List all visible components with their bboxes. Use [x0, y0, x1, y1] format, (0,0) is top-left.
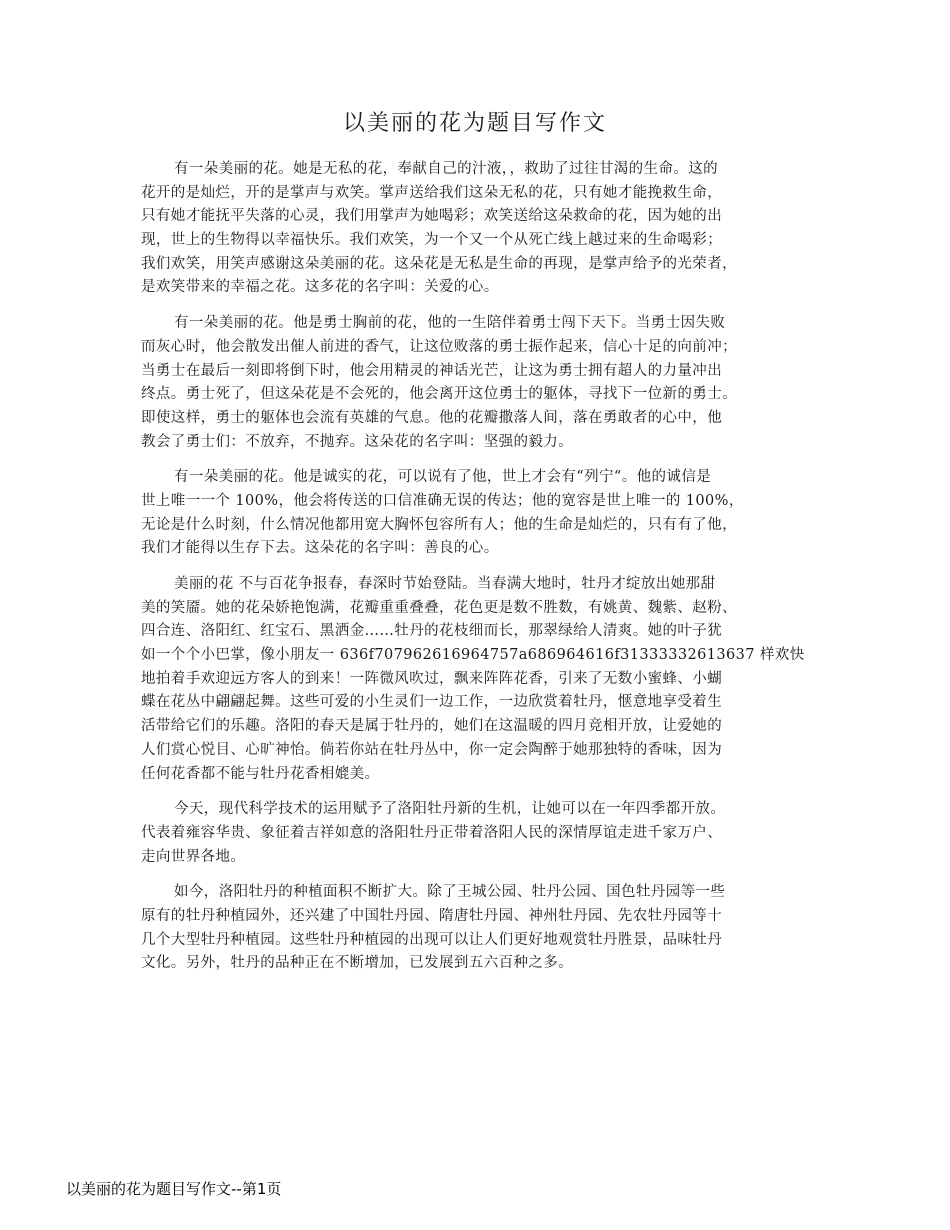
paragraph-line: 有一朵美丽的花。他是诚实的花，可以说有了他，世上才会有“列宁“。他的诚信是 — [174, 469, 712, 486]
paragraph-line: 代表着雍容华贵、象征着吉祥如意的洛阳牡丹正带着洛阳人民的深情厚谊走进千家万户、 — [141, 824, 723, 841]
paragraph-line: 世上唯一一个 100%，他会将传送的口信准确无误的传达；他的宽容是世上唯一的 100%， — [141, 492, 744, 509]
paragraph-line: 教会了勇士们：不放弃，不抛弃。这朵花的名字叫：坚强的毅力。 — [141, 433, 574, 450]
paragraph — [141, 798, 811, 869]
paragraph-line: 人们赏心悦目、心旷神怡。倘若你站在牡丹丛中，你一定会陶醉于她那独特的香味，因为 — [141, 741, 723, 758]
paragraph-line: 我们才能得以生存下去。这朵花的名字叫：善良的心。 — [141, 540, 499, 557]
paragraph-line: 有一朵美丽的花。他是勇士胸前的花，他的一生陪伴着勇士闯下天下。当勇士因失败 — [174, 315, 726, 332]
paragraph-line: 任何花香都不能与牡丹花香相媲美。 — [141, 765, 380, 782]
paragraph-line: 有一朵美丽的花。她是无私的花，奉献自己的汁液，，救助了过往甘渴的生命。这的 — [174, 161, 719, 177]
paragraph-line: 美丽的花 不与百花争报春，春深时节始登陆。当春满大地时，牡丹才绽放出她那甜 — [174, 576, 716, 592]
paragraph-line: 现，世上的生物得以幸福快乐。我们欢笑，为一个又一个从死亡线上越过来的生命喝彩； — [141, 232, 723, 249]
paragraph-line: 文化。另外，牡丹的品种正在不断增加，已发展到五六百种之多。 — [141, 955, 574, 972]
paragraph — [141, 158, 811, 300]
document-title: 以美丽的花为题目写作文 — [342, 111, 607, 136]
paragraph — [141, 466, 811, 561]
paragraph-line: 只有她才能抚平失落的心灵，我们用掌声为她喝彩；欢笑送给这朵救命的花，因为她的出 — [141, 208, 723, 225]
paragraph-line: 活带给它们的乐趣。洛阳的春天是属于牡丹的，她们在这温暖的四月竞相开放，让爱她的 — [141, 718, 723, 735]
paragraph-line: 是欢笑带来的幸福之花。这多花的名字叫：关爱的心。 — [141, 279, 499, 296]
paragraph-line: 我们欢笑，用笑声感谢这朵美丽的花。这朵花是无私是生命的再现，是掌声给予的光荣者， — [141, 255, 737, 272]
paragraph-line: 今天，现代科学技术的运用赋予了洛阳牡丹新的生机，让她可以在一年四季都开放。 — [174, 801, 726, 818]
paragraph-line: 当勇士在最后一刻即将倒下时，他会用精灵的神话光芒，让这为勇士拥有超人的力量冲出 — [141, 362, 723, 379]
paragraph-line: 地拍着手欢迎远方客人的到来！一阵微风吹过，飘来阵阵花香，引来了无数小蜜蜂、小蝴 — [141, 670, 723, 687]
paragraph-line: 美的笑靥。她的花朵娇艳饱满，花瓣重重叠叠，花色更是数不胜数，有姚黄、魏紫、赵粉、 — [141, 599, 737, 616]
paragraph-line: 如一个个小巴掌，像小朋友一 636f707962616964757a686964616f31333332613637 样欢快 — [141, 647, 805, 664]
page-footer: 以美丽的花为题目写作文--第1页 — [66, 1180, 282, 1198]
paragraph — [141, 881, 811, 976]
paragraph-line: 走向世界各地。 — [141, 848, 246, 865]
paragraph-line: 而灰心时，他会散发出催人前进的香气，让这位败落的勇士振作起来，信心十足的向前冲； — [141, 338, 737, 355]
paragraph-line: 四合连、洛阳红、红宝石、黑洒金……牡丹的花枝细而长，那翠绿给人清爽。她的叶子犹 — [141, 623, 723, 640]
paragraph — [141, 573, 811, 786]
paragraph-line: 蝶在花丛中翩翩起舞。这些可爱的小生灵们一边工作，一边欣赏着牡丹，惬意地享受着生 — [141, 694, 723, 711]
paragraph — [141, 312, 811, 454]
paragraph-line: 即使这样，勇士的躯体也会流有英雄的气息。他的花瓣撒落人间，落在勇敢者的心中，他 — [141, 409, 723, 426]
paragraph-line: 终点。勇士死了，但这朵花是不会死的，他会离开这位勇士的躯体，寻找下一位新的勇士。 — [141, 386, 737, 403]
document-body — [141, 158, 811, 988]
paragraph-line: 几个大型牡丹种植园。这些牡丹种植园的出现可以让人们更好地观赏牡丹胜景，品味牡丹 — [141, 931, 723, 948]
paragraph-line: 原有的牡丹种植园外，还兴建了中国牡丹园、隋唐牡丹园、神州牡丹园、先农牡丹园等十 — [141, 907, 723, 924]
paragraph-line: 如今，洛阳牡丹的种植面积不断扩大。除了王城公园、牡丹公园、国色牡丹园等一些 — [174, 884, 726, 901]
paragraph-line: 无论是什么时刻，什么情况他都用宽大胸怀包容所有人；他的生命是灿烂的，只有有了他， — [141, 516, 737, 533]
paragraph-line: 花开的是灿烂，开的是掌声与欢笑。掌声送给我们这朵无私的花，只有她才能挽救生命， — [141, 184, 723, 201]
